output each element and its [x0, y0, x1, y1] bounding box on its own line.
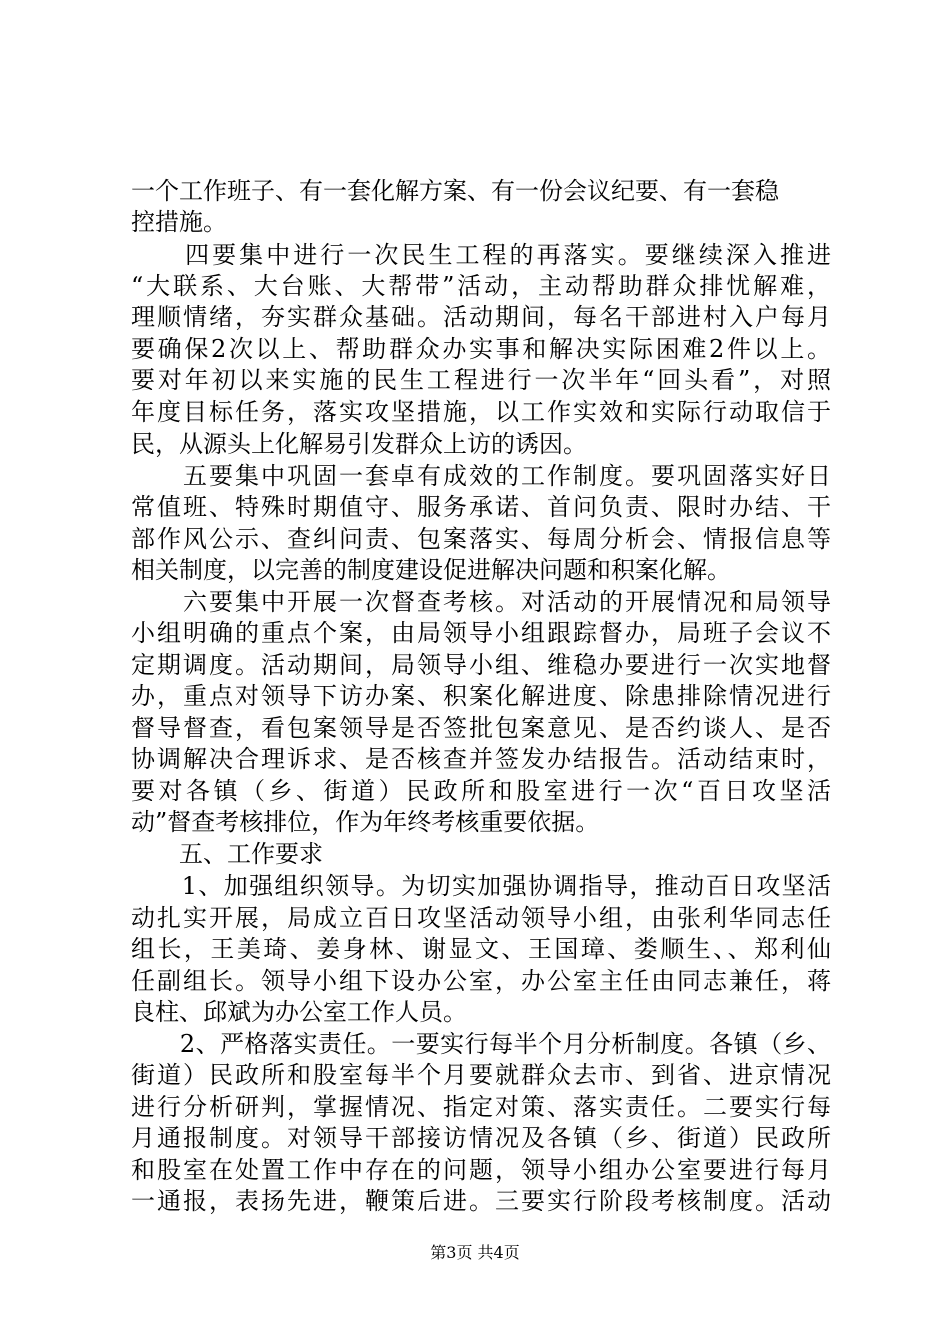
- text-line: 要确保2次以上、帮助群众办实事和解决实际困难2件以上。: [131, 335, 831, 363]
- text-line: 街道）民政所和股室每半个月要就群众去市、到省、进京情况: [131, 1061, 831, 1089]
- text-line: 月通报制度。对领导干部接访情况及各镇（乡、街道）民政所: [131, 1124, 831, 1152]
- text-line: 协调解决合理诉求、是否核查并签发办结报告。活动结束时，: [131, 745, 831, 773]
- text-line: 控措施。: [131, 208, 227, 236]
- text-line: 理顺情绪，夯实群众基础。活动期间，每名干部进村入户每月: [131, 303, 831, 331]
- page-number-footer: 第3页 共4页: [430, 1243, 520, 1262]
- text-line: 一通报，表扬先进，鞭策后进。三要实行阶段考核制度。活动: [131, 1187, 831, 1215]
- text-line: 动”督查考核排位，作为年终考核重要依据。: [131, 808, 600, 836]
- text-line: 组长，王美琦、姜身林、谢显文、王国璋、娄顺生、、郑利仙: [131, 935, 831, 963]
- text-line: 任副组长。领导小组下设办公室，办公室主任由同志兼任，蒋: [131, 967, 831, 995]
- text-line: 四要集中进行一次民生工程的再落实。要继续深入推进: [131, 241, 831, 269]
- text-line: “大联系、大台账、大帮带”活动，主动帮助群众排忧解难，: [131, 272, 831, 300]
- text-line: 六要集中开展一次督查考核。对活动的开展情况和局领导: [131, 588, 831, 616]
- text-line: 部作风公示、查纠问责、包案落实、每周分析会、情报信息等: [131, 525, 831, 553]
- text-line: 一个工作班子、有一套化解方案、有一份会议纪要、有一套稳: [131, 177, 779, 205]
- text-line: 定期调度。活动期间，局领导小组、维稳办要进行一次实地督: [131, 651, 831, 679]
- text-line: 督导督查，看包案领导是否签批包案意见、是否约谈人、是否: [131, 714, 831, 742]
- text-line: 民，从源头上化解易引发群众上访的诱因。: [131, 430, 587, 458]
- text-line: 小组明确的重点个案，由局领导小组跟踪督办，局班子会议不: [131, 619, 831, 647]
- text-line: 动扎实开展，局成立百日攻坚活动领导小组，由张利华同志任: [131, 904, 831, 932]
- text-line: 相关制度，以完善的制度建设促进解决问题和积案化解。: [131, 556, 731, 584]
- text-line: 1、加强组织领导。为切实加强协调指导，推动百日攻坚活: [131, 872, 831, 900]
- text-line: 要对各镇（乡、街道）民政所和股室进行一次“百日攻坚活: [131, 777, 831, 805]
- text-line: 和股室在处置工作中存在的问题，领导小组办公室要进行每月: [131, 1156, 831, 1184]
- text-line: 要对年初以来实施的民生工程进行一次半年“回头看”，对照: [131, 366, 831, 394]
- text-line: 办，重点对领导下访办案、积案化解进度、除患排除情况进行: [131, 682, 831, 710]
- text-line: 五要集中巩固一套卓有成效的工作制度。要巩固落实好日: [131, 462, 831, 490]
- text-line: 2、严格落实责任。一要实行每半个月分析制度。各镇（乡、: [131, 1030, 831, 1058]
- text-line: 良柱、邱斌为办公室工作人员。: [131, 998, 467, 1026]
- section-heading: 五、工作要求: [131, 840, 323, 868]
- text-line: 常值班、特殊时期值守、服务承诺、首问负责、限时办结、干: [131, 493, 831, 521]
- text-line: 进行分析研判，掌握情况、指定对策、落实责任。二要实行每: [131, 1093, 831, 1121]
- text-line: 年度目标任务，落实攻坚措施，以工作实效和实际行动取信于: [131, 398, 831, 426]
